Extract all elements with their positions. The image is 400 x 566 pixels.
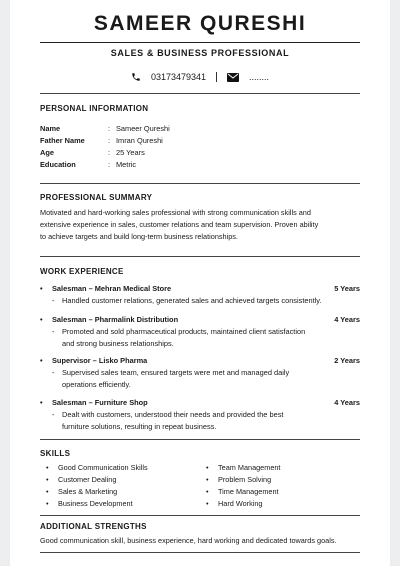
dash: -: [52, 296, 55, 305]
bullet: •: [40, 315, 43, 324]
phone-number: 03173479341: [150, 72, 207, 82]
info-value: Sameer Qureshi: [116, 124, 170, 133]
bullet: •: [206, 474, 209, 484]
dash: -: [52, 410, 55, 419]
candidate-subtitle: SALES & BUSINESS PROFESSIONAL: [110, 48, 290, 58]
bullet: •: [206, 498, 209, 508]
job-title: Salesman – Pharmalink Distribution: [52, 315, 179, 324]
job-description: and strong business relationships.: [62, 339, 174, 348]
job-entry: [40, 315, 360, 350]
dash: -: [52, 368, 55, 377]
skill-label: Hard Working: [218, 498, 263, 508]
bullet: •: [40, 398, 43, 407]
info-label: Father Name: [40, 136, 85, 145]
skill-item: [206, 497, 360, 509]
skills-left-column: [40, 461, 200, 509]
job-title: Salesman – Mehran Medical Store: [52, 284, 172, 293]
experience-heading: WORK EXPERIENCE: [40, 267, 124, 276]
info-row-father-name: [40, 136, 163, 145]
summary-heading: PROFESSIONAL SUMMARY: [40, 193, 153, 202]
skills-divider: [40, 515, 360, 516]
phone-icon: [131, 72, 141, 82]
dash: -: [52, 327, 55, 336]
personal-divider: [40, 183, 360, 184]
personal-info-heading: PERSONAL INFORMATION: [40, 104, 149, 113]
contact-divider: [40, 93, 360, 94]
info-label: Education: [40, 160, 76, 169]
summary-divider: [40, 256, 360, 257]
info-value: Imran Qureshi: [116, 136, 163, 145]
candidate-name: SAMEER QURESHI: [93, 12, 307, 35]
summary-line: extensive experience in sales, customer relations and team supervision. Proven ability: [40, 220, 319, 229]
info-label: Name: [40, 124, 61, 133]
skill-item: [46, 461, 200, 473]
skill-item: [46, 485, 200, 497]
resume-page: [10, 0, 390, 566]
bullet: •: [46, 462, 49, 472]
skill-label: Business Development: [58, 498, 133, 508]
skill-item: [206, 473, 360, 485]
info-colon: :: [108, 148, 111, 157]
skill-label: Sales & Marketing: [58, 486, 118, 496]
skill-item: [46, 497, 200, 509]
info-label: Age: [40, 148, 54, 157]
skill-item: [206, 485, 360, 497]
job-duration: 5 Years: [334, 284, 360, 293]
skill-label: Customer Dealing: [58, 474, 117, 484]
info-value: 25 Years: [116, 148, 145, 157]
bullet: •: [46, 474, 49, 484]
job-title: Supervisor – Lisko Pharma: [52, 356, 148, 365]
info-colon: :: [108, 160, 111, 169]
summary-text: [40, 207, 360, 243]
job-description: Promoted and sold pharmaceutical products, maintained client satisfaction: [62, 327, 306, 336]
job-description: Dealt with customers, understood their needs and provided the best: [62, 410, 284, 419]
job-entry: [40, 398, 360, 433]
skill-label: Problem Solving: [218, 474, 272, 484]
email-address: ........: [249, 72, 270, 82]
job-duration: 4 Years: [334, 315, 360, 324]
strengths-text: Good communication skill, business experience, hard working and dedicated towards goals.: [40, 536, 337, 545]
experience-divider: [40, 439, 360, 440]
skill-item: [46, 473, 200, 485]
bullet: •: [40, 284, 43, 293]
bullet: •: [206, 486, 209, 496]
bullet: •: [206, 462, 209, 472]
contact-separator: [216, 72, 217, 82]
job-description: furniture solutions, resulting in repeat business.: [62, 422, 217, 431]
job-entry: [40, 356, 360, 391]
info-value: Metric: [116, 160, 137, 169]
skills-heading: SKILLS: [40, 449, 71, 458]
strengths-divider: [40, 552, 360, 553]
envelope-icon: [227, 73, 239, 82]
info-row-name: [40, 124, 170, 133]
bullet: •: [40, 356, 43, 365]
skills-right-column: [200, 461, 360, 509]
info-colon: :: [108, 124, 111, 133]
summary-line: Motivated and hard-working sales professional with strong communication skills and: [40, 208, 311, 217]
bullet: •: [46, 486, 49, 496]
info-row-age: [40, 148, 145, 157]
strengths-heading: ADDITIONAL STRENGTHS: [40, 522, 147, 531]
job-title: Salesman – Furniture Shop: [52, 398, 148, 407]
skill-label: Team Management: [218, 462, 281, 472]
skill-label: Time Management: [218, 486, 279, 496]
info-colon: :: [108, 136, 111, 145]
job-description: Supervised sales team, ensured targets were met and managed daily: [62, 368, 290, 377]
job-entry: [40, 284, 360, 307]
skill-item: [206, 461, 360, 473]
summary-line: to achieve targets and build long-term business relationships.: [40, 232, 238, 241]
job-description: operations efficiently.: [62, 380, 131, 389]
skills-list: [40, 461, 360, 509]
job-duration: 4 Years: [334, 398, 360, 407]
job-duration: 2 Years: [334, 356, 360, 365]
job-description: Handled customer relations, generated sales and achieved targets consistently.: [62, 296, 322, 305]
skill-label: Good Communication Skills: [58, 462, 148, 472]
bullet: •: [46, 498, 49, 508]
contact-line: [10, 72, 390, 82]
info-row-education: [40, 160, 136, 169]
header-divider: [40, 42, 360, 43]
